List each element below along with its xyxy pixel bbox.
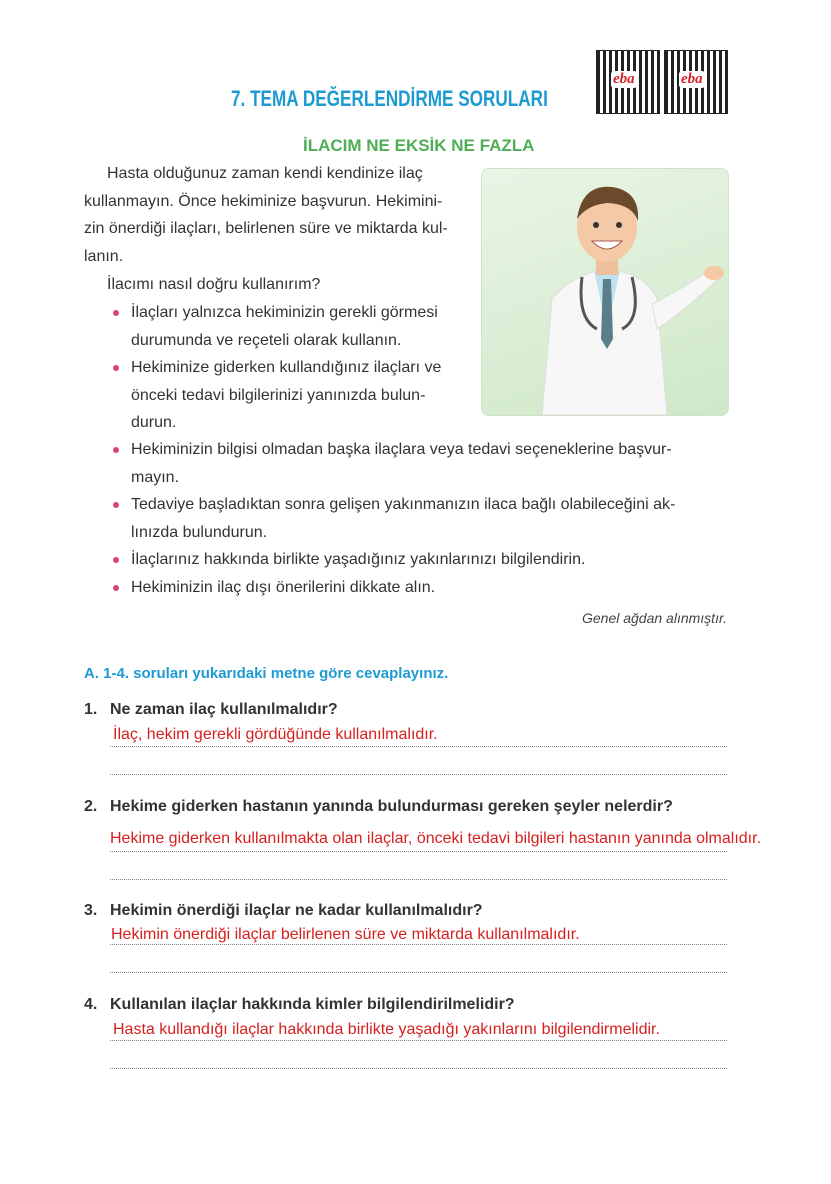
question-text: Kullanılan ilaçlar hakkında kimler bilgilendirilmelidir?: [110, 996, 515, 1013]
bullet-item: [131, 546, 585, 574]
text-line: lanın.: [84, 247, 124, 265]
bullet-item: [131, 574, 435, 602]
text-line: durun.: [131, 414, 177, 431]
intro-paragraph: [84, 160, 464, 270]
answer-1[interactable]: İlaç, hekim gerekli gördüğünde kullanılmalıdır.: [113, 726, 438, 743]
text-line: İlaçları yalnızca hekiminizin gerekli görmesi: [131, 304, 438, 321]
bullet-item: [131, 299, 438, 354]
bullet-icon: [113, 557, 119, 563]
answer-line: [110, 1068, 727, 1069]
question-4: [84, 996, 515, 1014]
answer-line: [110, 746, 727, 747]
bullet-icon: [113, 502, 119, 508]
qr-code-icon[interactable]: [596, 50, 660, 114]
doctor-illustration: [481, 168, 729, 416]
text-line: kullanmayın. Önce hekiminize başvurun. Hekimini-: [84, 192, 443, 210]
answer-line: [110, 774, 727, 775]
text-line: durumunda ve reçeteli olarak kullanın.: [131, 331, 402, 349]
question-text: Ne zaman ilaç kullanılmalıdır?: [110, 701, 338, 718]
question-text: İlacımı nasıl doğru kullanırım?: [107, 276, 321, 293]
page-title: 7. TEMA DEĞERLENDİRME SORULARI: [231, 86, 548, 111]
answer-3[interactable]: Hekimin önerdiği ilaçlar belirlenen süre ve miktarda kullanılmalıdır.: [111, 926, 580, 943]
question-2: [84, 798, 673, 816]
text-line: Tedaviye başladıktan sonra gelişen yakınmanızın ilaca bağlı olabileceğini ak-: [131, 496, 676, 513]
section-heading: A. 1-4. soruları yukarıdaki metne göre cevaplayınız.: [84, 665, 449, 682]
answer-4[interactable]: Hasta kullandığı ilaçlar hakkında birlikte yaşadığı yakınlarını bilgilendirmelidir.: [113, 1021, 660, 1038]
answer-line: [110, 1040, 727, 1041]
eba-logo: eba: [613, 71, 635, 87]
answer-line: [110, 944, 727, 945]
qr-code-icon[interactable]: [664, 50, 728, 114]
eba-logo: eba: [681, 71, 703, 87]
answer-line: [110, 879, 727, 880]
article-heading: İLACIM NE EKSİK NE FAZLA: [303, 136, 535, 155]
question-1: [84, 701, 338, 719]
bullet-icon: [113, 447, 119, 453]
question-number: 2.: [84, 798, 98, 815]
text-line: Hekiminizin bilgisi olmadan başka ilaçlara veya tedavi seçeneklerine başvur-: [131, 441, 672, 458]
question-3: [84, 902, 483, 920]
text-line: lınızda bulundurun.: [131, 523, 268, 541]
bullet-item: [131, 436, 672, 491]
bullet-icon: [113, 310, 119, 316]
question-text: Hekimin önerdiği ilaçlar ne kadar kullanılmalıdır?: [110, 902, 483, 919]
question-number: 3.: [84, 902, 98, 919]
question-number: 1.: [84, 701, 98, 718]
bullet-icon: [113, 365, 119, 371]
text-line: mayın.: [131, 468, 180, 486]
text-line: Hekiminizin ilaç dışı önerilerini dikkate alın.: [131, 579, 436, 596]
bullet-item: [131, 491, 675, 546]
answer-line: [110, 972, 727, 973]
bullet-icon: [113, 585, 119, 591]
text-line: İlaçlarınız hakkında birlikte yaşadığınız yakınlarınızı bilgilendirin.: [131, 551, 586, 568]
answer-2[interactable]: Hekime giderken kullanılmakta olan ilaçlar, önceki tedavi bilgileri hastanın yanında olmalıdır.: [110, 830, 762, 847]
source-note: Genel ağdan alınmıştır.: [581, 610, 727, 626]
bullet-item: [131, 354, 441, 437]
text-line: Hekiminize giderken kullandığınız ilaçları ve: [131, 359, 442, 376]
answer-line: [110, 851, 727, 852]
text-line: önceki tedavi bilgilerinizi yanınızda bulun-: [131, 386, 426, 404]
question-number: 4.: [84, 996, 98, 1013]
text-line: zin önerdiği ilaçları, belirlenen süre ve miktarda kul-: [84, 220, 448, 237]
question-text: Hekime giderken hastanın yanında bulundurması gereken şeyler nelerdir?: [110, 798, 673, 815]
text-line: Hasta olduğunuz zaman kendi kendinize ilaç: [107, 165, 423, 182]
